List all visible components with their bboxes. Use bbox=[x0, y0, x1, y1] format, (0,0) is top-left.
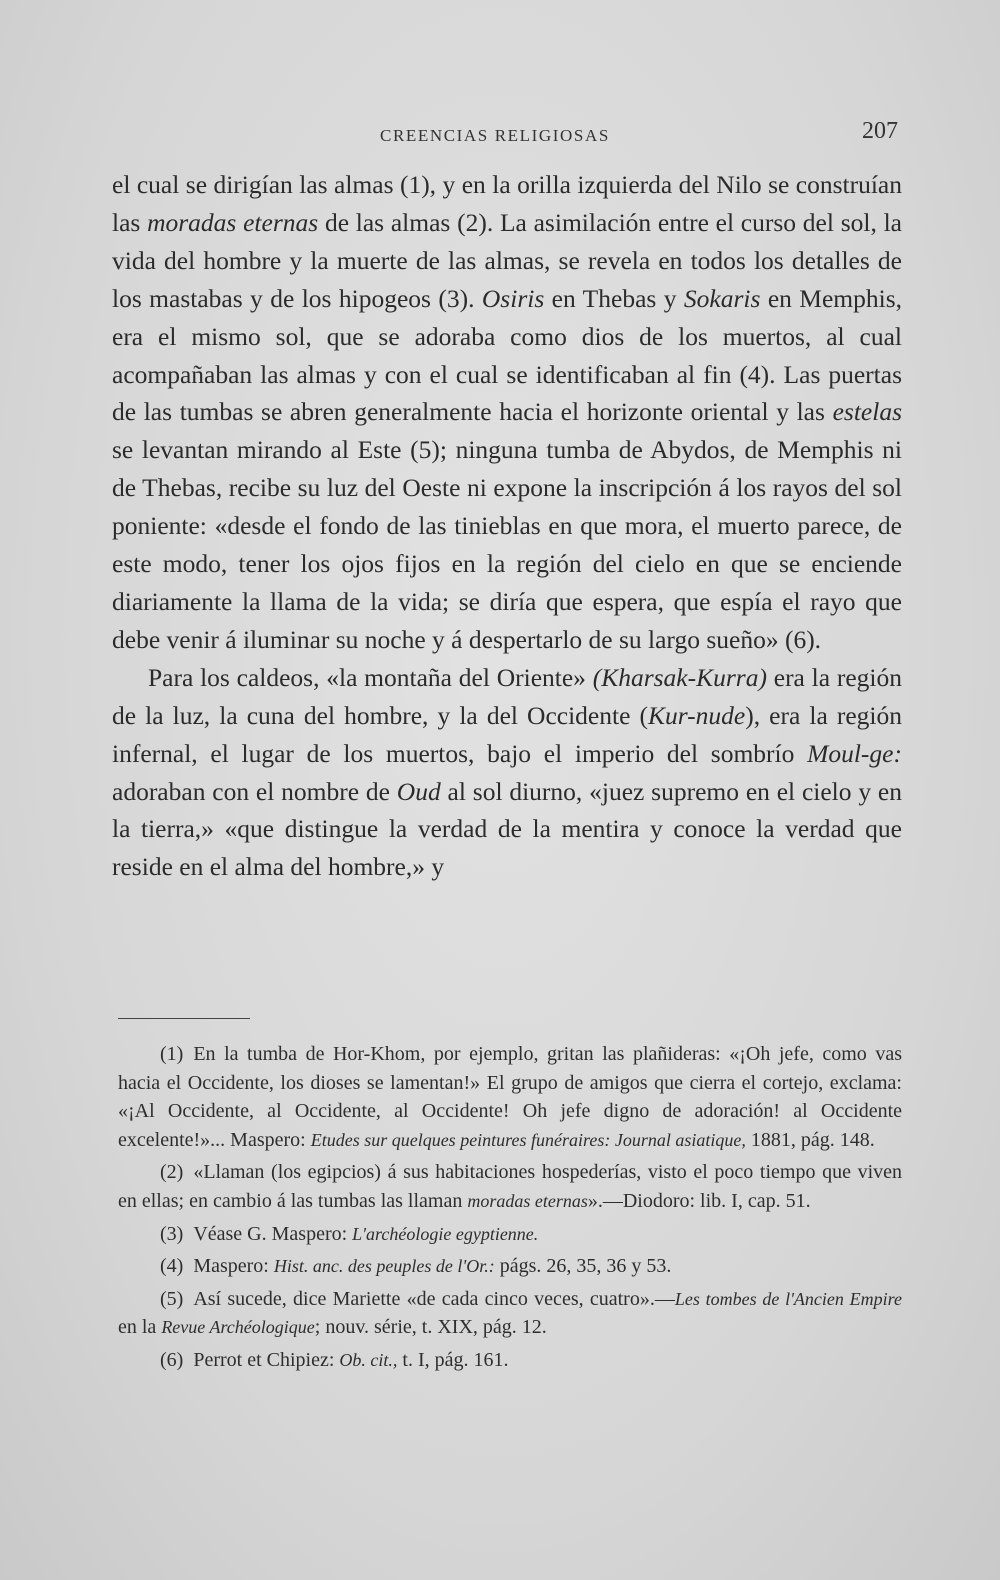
footnote-divider bbox=[118, 1018, 250, 1019]
footnotes bbox=[118, 1040, 902, 1379]
page-header bbox=[112, 118, 902, 158]
footnote-3: (3) Véase G. Maspero: L'archéologie egyptienne. bbox=[160, 1222, 539, 1245]
page-number: 207 bbox=[862, 118, 898, 144]
paragraph-1: el cual se dirigían las almas (1), y en la orilla izquierda del Nilo se construían las moradas eternas de las almas (2). La asimilación entre el curso del sol, la vida del hombre y la muerte de las almas, se revela en todos los detalles de los mastabas y de los hipogeos (3). Osiris en Thebas y Sokaris en Memphis, era el mismo sol, que se adoraba como dios de los muertos, al cual acompañaban las almas y con el cual se identificaban al fin (4). Las puertas de las tumbas se abren generalmente hacia el horizonte oriental y las estelas se levantan mirando al Este (5); ninguna tumba de Abydos, de Memphis ni de Thebas, recibe su luz del Oeste ni expone la inscripción á los rayos del sol poniente: «desde el fondo de las tinieblas en que mora, el muerto parece, de este modo, tener los ojos fijos en la región del cielo en que se enciende diariamente la llama de la vida; se diría que espera, que espía el rayo que debe venir á iluminar su noche y á despertarlo de su largo sueño» (6). bbox=[112, 170, 903, 654]
footnote-4: (4) Maspero: Hist. anc. des peuples de l'Or.: págs. 26, 35, 36 y 53. bbox=[160, 1255, 672, 1278]
footnote-1: (1) En la tumba de Hor-Khom, por ejemplo, gritan las plañideras: «¡Oh jefe, como vas hacia el Occidente, los dioses se lamentan!» El grupo de amigos que cierra el cortejo, exclama: «¡Al Occidente, al Occidente, al Occidente! Oh jefe digno de adoración! al Occidente excelente!»... Maspero: Etudes sur quelques peintures funéraires: Journal asiatique, 1881, pág. 148. bbox=[118, 1043, 902, 1151]
footnote-2: (2) «Llaman (los egipcios) á sus habitaciones hospederías, visto el poco tiempo que viven en ellas; en cambio á las tumbas las llaman moradas eternas».—Diodoro: lib. I, cap. 51. bbox=[118, 1161, 902, 1212]
paragraph-2: Para los caldeos, «la montaña del Oriente» (Kharsak-Kurra) era la región de la luz, la cuna del hombre, y la del Occidente (Kur-nude), era la región infernal, el lugar de los muertos, bajo el imperio del sombrío Moul-ge: adoraban con el nombre de Oud al sol diurno, «juez supremo en el cielo y en la tierra,» «que distingue la verdad de la mentira y conoce la verdad que reside en el alma del hombre,» y bbox=[112, 662, 902, 882]
running-head: CREENCIAS RELIGIOSAS bbox=[380, 126, 610, 145]
footnote-5: (5) Así sucede, dice Mariette «de cada cinco veces, cuatro».—Les tombes de l'Ancien Empire en la Revue Archéologique; nouv. série, t. XIX, pág. 12. bbox=[118, 1287, 902, 1339]
footnote-6: (6) Perrot et Chipiez: Ob. cit., t. I, pág. 161. bbox=[160, 1348, 509, 1371]
main-text bbox=[112, 166, 902, 886]
